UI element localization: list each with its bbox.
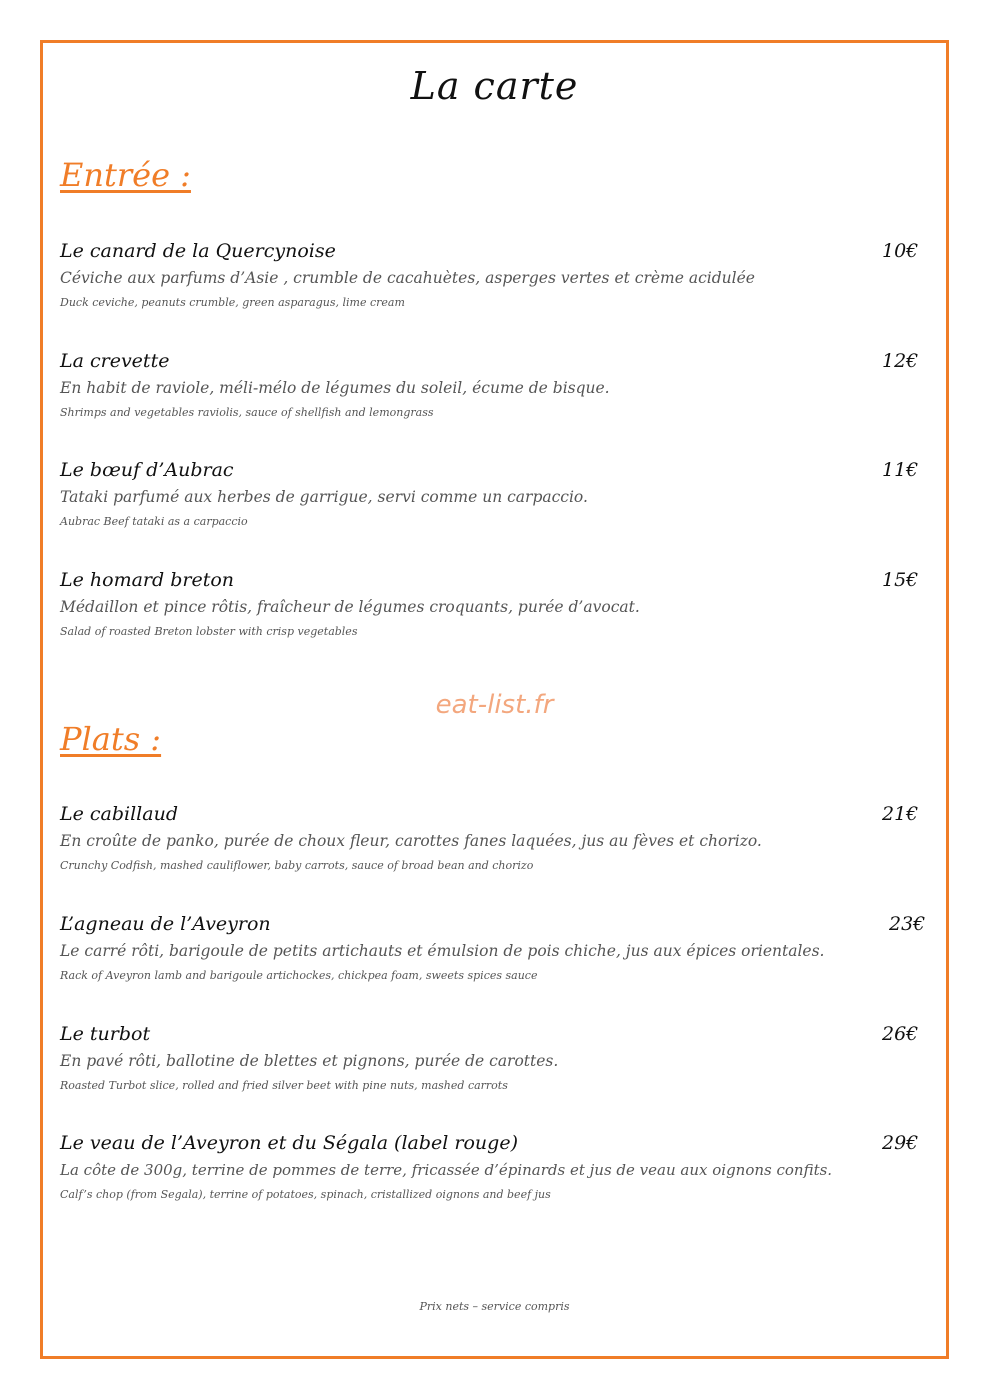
dish-description: Médaillon et pince rôtis, fraîcheur de légumes croquants, purée d’avocat. — [60, 598, 640, 616]
dish-price: 15€ — [882, 569, 919, 591]
dish-price: 21€ — [882, 803, 919, 825]
dish-translation: Calf’s chop (from Segala), terrine of potatoes, spinach, cristallized oignons and beef jus — [60, 1188, 551, 1201]
dish-translation: Aubrac Beef tataki as a carpaccio — [60, 515, 248, 528]
dish-description: Tataki parfumé aux herbes de garrigue, servi comme un carpaccio. — [60, 488, 588, 506]
dish-description: La côte de 300g, terrine de pommes de terre, fricassée d’épinards et jus de veau aux oignons confits. — [60, 1161, 833, 1179]
dish-translation: Crunchy Codfish, mashed cauliflower, baby carrots, sauce of broad bean and chorizo — [60, 859, 534, 872]
dish-description: En pavé rôti, ballotine de blettes et pignons, purée de carottes. — [60, 1052, 559, 1070]
watermark: eat-list.fr — [435, 690, 554, 720]
section-title-plats: Plats : — [60, 720, 162, 758]
dish-price: 26€ — [882, 1023, 919, 1045]
dish-translation: Shrimps and vegetables raviolis, sauce of shellfish and lemongrass — [60, 406, 434, 419]
dish-name: La crevette — [60, 350, 170, 372]
dish-price: 23€ — [889, 913, 926, 935]
dish-description: Le carré rôti, barigoule de petits artichauts et émulsion de pois chiche, jus aux épices orientales. — [60, 942, 825, 960]
dish-translation: Duck ceviche, peanuts crumble, green asparagus, lime cream — [60, 296, 405, 309]
section-title-entree: Entrée : — [60, 156, 191, 194]
dish-price: 12€ — [882, 350, 919, 372]
dish-name: L’agneau de l’Aveyron — [60, 913, 271, 935]
page-title: La carte — [410, 64, 579, 108]
dish-name: Le homard breton — [60, 569, 235, 591]
dish-description: En croûte de panko, purée de choux fleur, carottes fanes laquées, jus au fèves et chorizo. — [60, 832, 762, 850]
dish-name: Le canard de la Quercynoise — [60, 240, 336, 262]
dish-name: Le bœuf d’Aubrac — [60, 459, 234, 481]
dish-translation: Salad of roasted Breton lobster with crisp vegetables — [60, 625, 358, 638]
dish-price: 29€ — [882, 1132, 919, 1154]
dish-price: 11€ — [882, 459, 919, 481]
dish-translation: Roasted Turbot slice, rolled and fried silver beet with pine nuts, mashed carrots — [60, 1079, 508, 1092]
dish-name: Le cabillaud — [60, 803, 178, 825]
dish-description: En habit de raviole, méli-mélo de légumes du soleil, écume de bisque. — [60, 379, 610, 397]
dish-translation: Rack of Aveyron lamb and barigoule artichockes, chickpea foam, sweets spices sauce — [60, 969, 538, 982]
dish-price: 10€ — [882, 240, 919, 262]
footer-note: Prix nets – service compris — [419, 1300, 570, 1313]
dish-name: Le turbot — [60, 1023, 151, 1045]
dish-description: Céviche aux parfums d’Asie , crumble de cacahuètes, asperges vertes et crème acidulée — [60, 269, 755, 287]
dish-name: Le veau de l’Aveyron et du Ségala (label rouge) — [60, 1132, 518, 1154]
